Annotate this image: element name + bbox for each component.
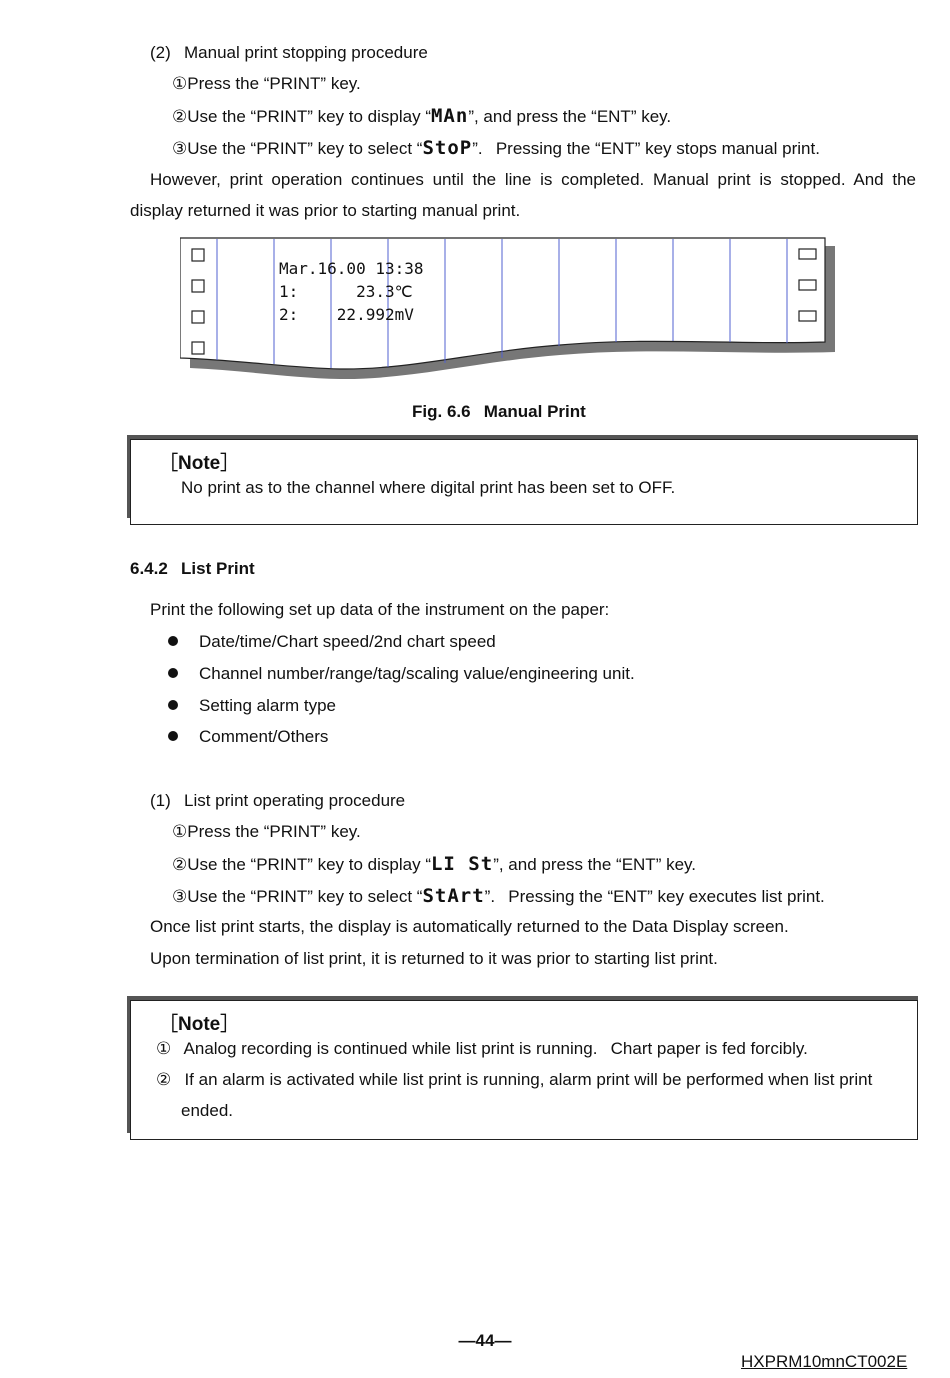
list-print-step-1: ①Press the “PRINT” key. [172,822,361,841]
note-box-1 [130,439,918,525]
segment-display-man: MAn [430,105,469,127]
list-item: Setting alarm type [199,696,337,715]
list-print-step-3: ③Use the “PRINT” key to select “StArt”. Pressing the “ENT” key executes list print. [172,885,825,907]
note-text: No print as to the channel where digital print has been set to OFF. [181,478,676,497]
bullet-dot [168,668,178,678]
list-item: Channel number/range/tag/scaling value/engineering unit. [199,664,635,683]
list-print-step-2: ②Use the “PRINT” key to display “LI St”, and press the “ENT” key. [172,853,696,875]
figure-caption: Fig. 6.6 Manual Print [412,402,586,421]
manual-stop-heading: (2) Manual print stopping procedure [150,43,428,62]
segment-display-stop: StoP [422,137,473,159]
list-item: Date/time/Chart speed/2nd chart speed [199,632,496,651]
printout-line-1: Mar.16.00 13:38 [279,259,424,278]
note-item-1: ① Analog recording is continued while list print is running. Chart paper is fed forcibly. [156,1039,808,1058]
list-print-intro: Print the following set up data of the instrument on the paper: [150,600,610,619]
document-code: HXPRM10mnCT002E [741,1352,908,1371]
manual-print-figure [180,237,840,382]
note-item-2-line-2: ended. [181,1101,233,1120]
list-print-paragraph-1: Once list print starts, the display is automatically returned to the Data Display screen. [150,917,789,936]
segment-display-start: StArt [422,885,485,907]
note-box-2 [130,1000,918,1140]
manual-stop-paragraph-line-1: However, print operation continues until the line is completed. Manual print is stopped. And the [150,170,916,189]
manual-stop-step-2: ②Use the “PRINT” key to display “MAn”, and press the “ENT” key. [172,105,672,127]
list-print-paragraph-2: Upon termination of list print, it is returned to it was prior to starting list print. [150,949,718,968]
printout-line-2: 1: 23.3℃ [279,282,413,301]
list-print-proc-heading: (1) List print operating procedure [150,791,406,810]
note-title: ［Note］ [159,453,240,474]
note-item-2-line-1: ② If an alarm is activated while list print is running, alarm print will be performed when list print [156,1070,873,1089]
manual-stop-step-3: ③Use the “PRINT” key to select “StoP”. Pressing the “ENT” key stops manual print. [172,137,820,159]
bullet-dot [168,700,178,710]
note-title: ［Note］ [159,1014,240,1035]
bullet-dot [168,731,178,741]
segment-display-list: LI St [430,853,494,875]
list-item: Comment/Others [199,727,329,746]
bullet-dot [168,636,178,646]
manual-stop-paragraph-line-2: display returned it was prior to starting manual print. [130,201,521,220]
section-heading-list-print: 6.4.2 List Print [130,559,255,578]
printout-line-3: 2: 22.992mV [279,305,414,324]
manual-stop-step-1: ①Press the “PRINT” key. [172,74,361,93]
page-number: —44— [458,1331,512,1350]
